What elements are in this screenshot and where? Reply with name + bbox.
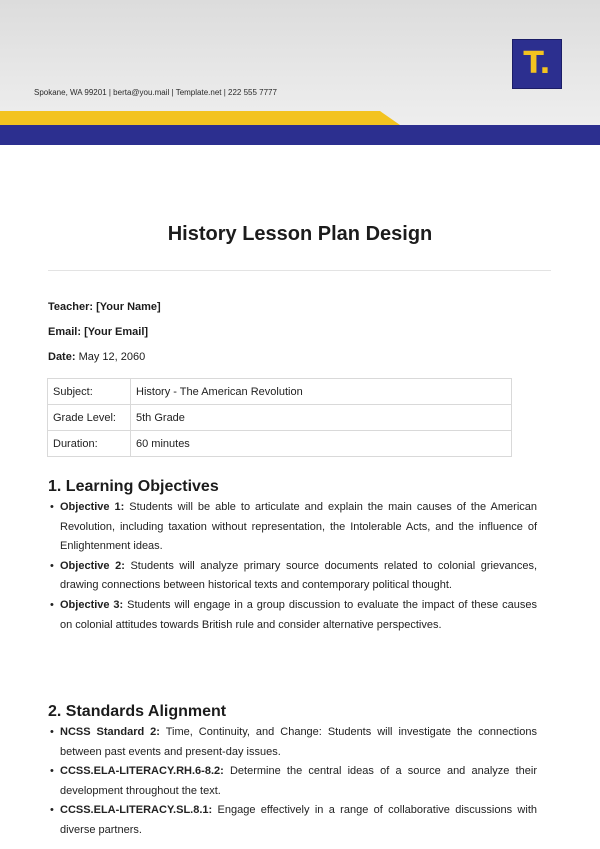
title-divider [48,270,551,271]
item-label: CCSS.ELA-LITERACY.SL.8.1: [60,804,213,817]
teacher-line [48,301,161,313]
email-label: Email: [48,326,82,338]
item-label: Objective 1: [60,501,125,513]
list-item [48,596,537,635]
list-item [48,762,537,801]
course-info-table [47,378,512,457]
item-label: Objective 3: [60,598,124,611]
header-color-band [0,108,600,145]
list-item [48,801,537,840]
email-line [48,326,148,338]
date-line [48,351,145,363]
table-cell-value: History - The American Revolution [131,379,512,405]
item-text: Students will be able to articulate and explain the main causes of the American Revolution, including taxation without representation, the Intolerable Acts, and the influence of Enlightenment ideas. [60,501,537,553]
objectives-list [48,498,537,635]
bullet-icon: • [50,804,54,817]
template-logo-icon [512,39,562,89]
item-text: Engage effectively in a range of collaborative discussions with diverse partners. [60,804,537,836]
page-title: History Lesson Plan Design [167,223,433,245]
item-text: Time, Continuity, and Change: Students will investigate the connections between past events and present-day issues. [60,726,537,758]
list-item [48,723,537,762]
yellow-stripe [0,111,400,125]
email-value: [Your Email] [84,326,149,338]
bullet-icon: • [50,765,54,778]
item-label: CCSS.ELA-LITERACY.RH.6-8.2: [60,765,224,778]
teacher-value: [Your Name] [96,301,161,313]
table-row [48,431,512,457]
item-label: NCSS Standard 2: [60,726,160,738]
standards-list [48,723,537,841]
table-cell-key: Duration: [48,431,131,457]
item-text: Students will analyze primary source documents related to colonial grievances, drawing connections between historical texts and contemporary political thought. [60,559,537,592]
section-heading-objectives: 1. Learning Objectives [48,478,219,495]
table-row [48,379,512,405]
section-heading-standards: 2. Standards Alignment [48,703,227,720]
date-value: May 12, 2060 [78,351,146,363]
list-item [48,498,537,557]
bullet-icon: • [50,598,54,611]
teacher-label: Teacher: [48,301,94,313]
letterhead-header [0,0,600,145]
contact-info: Spokane, WA 99201 | berta@you.mail | Template.net | 222 555 7777 [34,88,277,97]
table-cell-key: Grade Level: [48,405,131,431]
logo-letter: T. [523,46,551,81]
list-item [48,557,537,596]
bullet-icon: • [50,559,54,572]
table-row [48,405,512,431]
bullet-icon: • [50,501,54,513]
item-text: Students will engage in a group discussion to evaluate the impact of these causes on colonial attitudes towards British rule and consider alternative perspectives. [60,598,537,631]
navy-stripe [0,125,600,145]
table-cell-value: 5th Grade [131,405,512,431]
bullet-icon: • [50,726,54,738]
item-label: Objective 2: [60,559,125,572]
table-cell-key: Subject: [48,379,131,405]
table-cell-value: 60 minutes [131,431,512,457]
item-text: Determine the central ideas of a source and analyze their development throughout the text. [60,765,537,797]
date-label: Date: [48,351,76,363]
